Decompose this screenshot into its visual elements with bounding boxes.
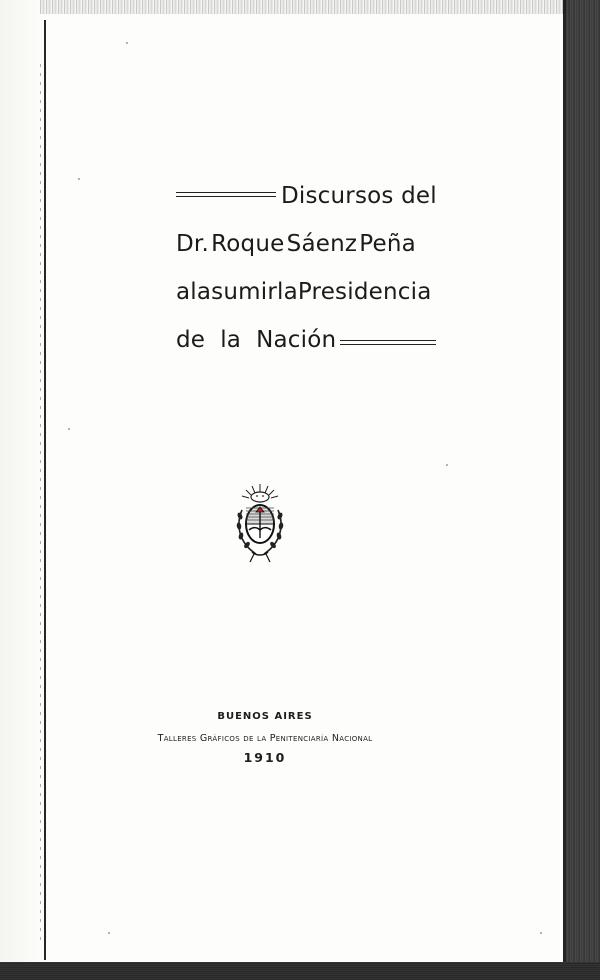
- title-word: Roque: [211, 231, 285, 257]
- title-word: de: [176, 327, 206, 353]
- imprint-publisher: Talleres Gráficos de la Penitenciaría Nacional: [157, 733, 373, 744]
- title-line-4: [176, 318, 416, 366]
- title-word: la: [220, 327, 242, 353]
- ornamental-double-rule-left: [176, 192, 276, 197]
- scan-right-border: [566, 0, 600, 980]
- scan-top-edge: [40, 0, 570, 14]
- ornamental-double-rule-right: [340, 340, 436, 345]
- scan-speck: [68, 428, 70, 430]
- title-text-discursos-del: Discursos del: [281, 183, 437, 209]
- imprint-year: 1910: [243, 750, 287, 765]
- binding-stitch-line: [40, 60, 41, 940]
- title-word: asumir: [196, 279, 277, 305]
- title-line-2: [176, 222, 416, 270]
- title-word: Sáenz: [286, 231, 358, 257]
- scan-speck: [446, 464, 448, 466]
- title-word: la: [277, 279, 298, 305]
- argentine-coat-of-arms-icon: [232, 480, 288, 566]
- imprint-city: BUENOS AIRES: [217, 711, 313, 722]
- title-line-3: [176, 270, 432, 318]
- title-word: Presidencia: [297, 279, 432, 305]
- book-title: [176, 174, 437, 366]
- title-word: Peña: [359, 231, 416, 257]
- title-line-1: [176, 174, 437, 222]
- scan-speck: [126, 42, 128, 44]
- scan-bottom-border: [0, 962, 600, 980]
- title-word: Dr.: [176, 231, 209, 257]
- title-word: al: [176, 279, 197, 305]
- scan-speck: [108, 932, 110, 934]
- scan-speck: [540, 932, 542, 934]
- scan-speck: [78, 178, 80, 180]
- title-word: Nación: [256, 327, 337, 353]
- binding-edge-line: [44, 20, 46, 960]
